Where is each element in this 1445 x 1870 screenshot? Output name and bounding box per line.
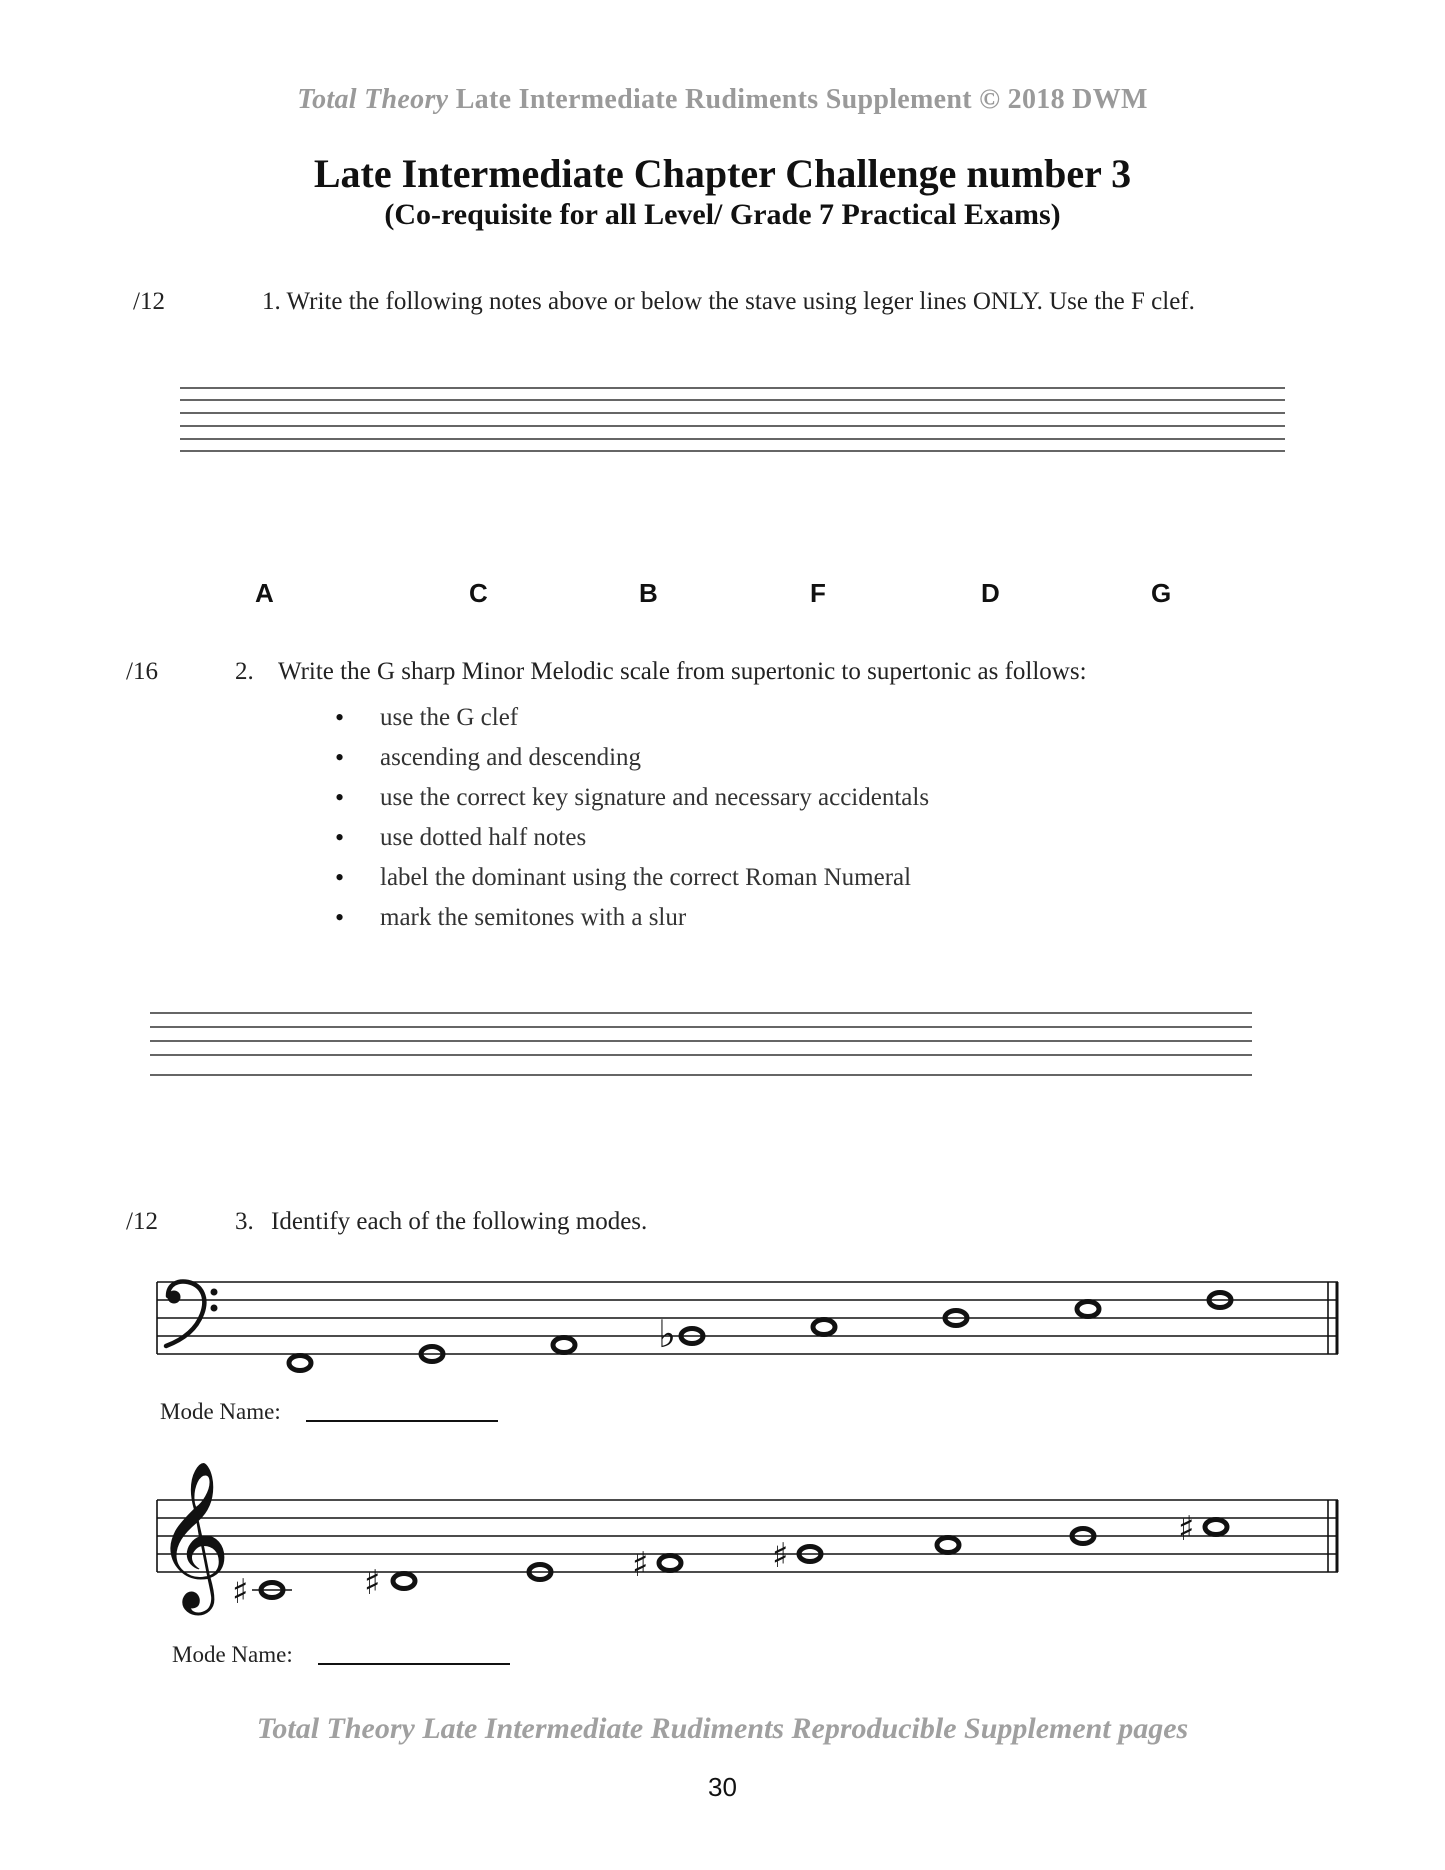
q1-score: /12 <box>133 288 165 315</box>
page-number: 30 <box>708 1772 737 1802</box>
q2-bullet: • use the correct key signature and necessary accidentals <box>335 778 929 818</box>
mode2-answer-line[interactable] <box>318 1663 510 1665</box>
q1-note-4: F <box>810 578 826 608</box>
mode1-label: Mode Name: <box>160 1399 281 1424</box>
treble-clef-icon: 𝄞 <box>155 1460 231 1609</box>
q1-note-2: C <box>469 578 488 608</box>
page-title: Late Intermediate Chapter Challenge number 3 <box>313 151 1132 196</box>
mode2-note-4 <box>659 1556 681 1571</box>
svg-text:♯: ♯ <box>232 1572 249 1612</box>
mode1-staff <box>157 1282 1338 1354</box>
svg-text:♯: ♯ <box>772 1536 789 1576</box>
svg-text:♯: ♯ <box>1178 1509 1195 1549</box>
q3-number: 3. <box>235 1208 254 1235</box>
q2-number: 2. <box>235 658 254 685</box>
mode1-flat: ♭ <box>658 1312 676 1356</box>
mode2-notes <box>252 1520 1227 1598</box>
q2-bullet: • ascending and descending <box>335 738 929 778</box>
q2-bullet-list <box>335 698 929 938</box>
q1-staff <box>180 388 1285 451</box>
q1-note-3: B <box>639 578 658 608</box>
header-rest: Late Intermediate Rudiments Supplement © 2018 DWM <box>448 84 1148 115</box>
mode1-notes <box>278 1293 1231 1371</box>
running-footer: Total Theory Late Intermediate Rudiments Reproducible Supplement pages <box>256 1712 1189 1745</box>
q2-staff <box>150 1013 1252 1075</box>
q1-note-6: G <box>1151 578 1172 608</box>
q1-note-1: A <box>255 578 274 608</box>
mode2-staff <box>157 1500 1338 1572</box>
mode1-note-7 <box>1077 1302 1099 1317</box>
q3-text: Identify each of the following modes. <box>271 1208 648 1235</box>
q3-score: /12 <box>126 1208 158 1235</box>
mode1-answer-line[interactable] <box>306 1420 498 1422</box>
q2-text: Write the G sharp Minor Melodic scale from supertonic to supertonic as follows: <box>278 658 1087 685</box>
mode2-label: Mode Name: <box>172 1642 293 1667</box>
mode2-sharps <box>232 1509 1194 1612</box>
q1-text: 1. Write the following notes above or below the stave using leger lines ONLY. Use the F clef. <box>262 288 1195 315</box>
mode1-note-5 <box>813 1320 835 1335</box>
page-subtitle: (Co-requisite for all Level/ Grade 7 Practical Exams) <box>384 198 1061 231</box>
svg-text:♯: ♯ <box>632 1545 649 1585</box>
q2-score: /16 <box>126 658 158 685</box>
mode2-note-2 <box>393 1574 415 1589</box>
mode1-note-3 <box>553 1338 575 1353</box>
q1-note-5: D <box>981 578 1000 608</box>
mode2-note-6 <box>937 1538 959 1553</box>
q2-bullet: • mark the semitones with a slur <box>335 898 929 938</box>
header-book-title: Total Theory <box>297 84 449 115</box>
q2-bullet: • label the dominant using the correct Roman Numeral <box>335 858 929 898</box>
q2-bullet: • use dotted half notes <box>335 818 929 858</box>
q2-bullet: • use the G clef <box>335 698 929 738</box>
mode2-note-8 <box>1205 1520 1227 1535</box>
mode1-note-1 <box>289 1356 311 1371</box>
svg-text:♯: ♯ <box>364 1563 381 1603</box>
